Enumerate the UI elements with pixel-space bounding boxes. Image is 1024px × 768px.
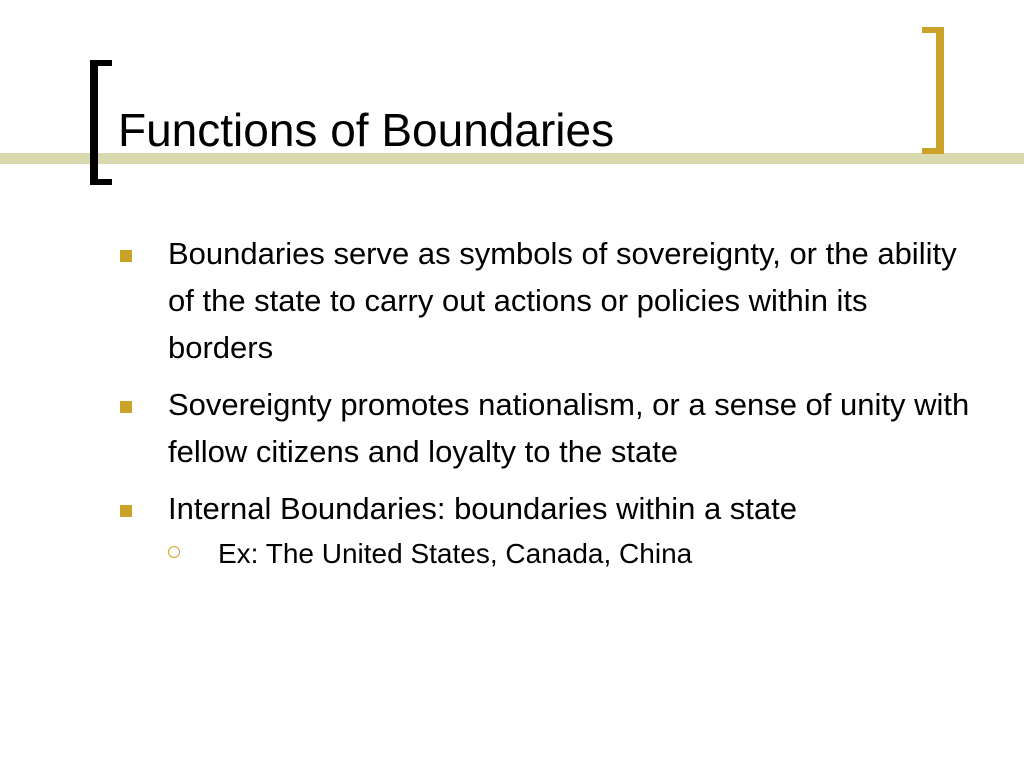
slide-title: Functions of Boundaries xyxy=(118,104,615,156)
right-bracket-decoration xyxy=(936,27,944,154)
bullet-item xyxy=(118,381,978,475)
square-bullet-icon xyxy=(120,401,132,413)
sub-bullet-list xyxy=(168,532,978,576)
left-bracket-decoration xyxy=(90,60,98,185)
sub-bullet-text: Ex: The United States, Canada, China xyxy=(218,538,693,569)
square-bullet-icon xyxy=(120,505,132,517)
bullet-text: Sovereignty promotes nationalism, or a sense of unity with fellow citizens and loyalty to the state xyxy=(168,387,970,469)
sub-bullet-item xyxy=(168,532,978,576)
bullet-list xyxy=(118,230,978,586)
bullet-item xyxy=(118,485,978,576)
square-bullet-icon xyxy=(120,250,132,262)
bullet-text: Internal Boundaries: boundaries within a state xyxy=(168,491,798,526)
bullet-text: Boundaries serve as symbols of sovereignty, or the ability of the state to carry out actions or policies within its borders xyxy=(168,236,957,365)
bullet-item xyxy=(118,230,978,371)
circle-bullet-icon xyxy=(168,546,180,558)
